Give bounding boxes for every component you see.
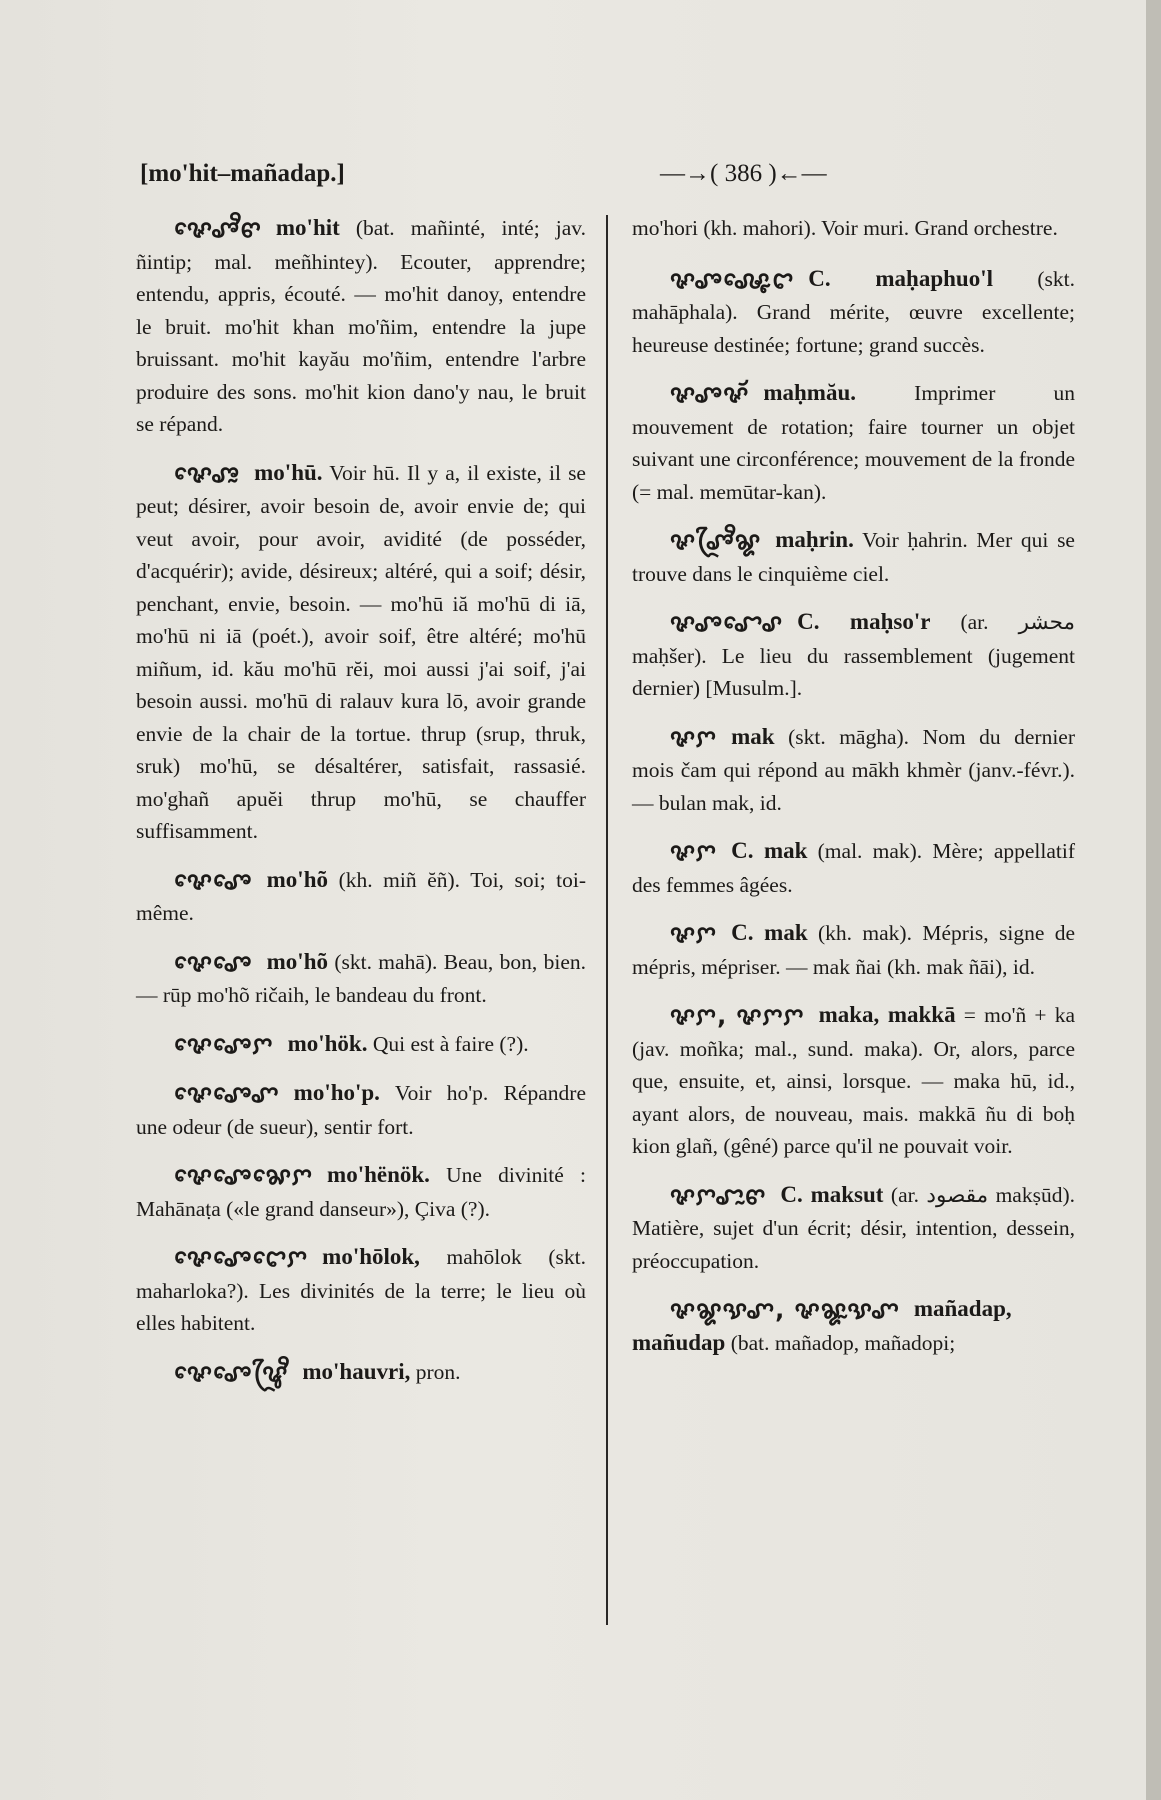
entry-headword: mo'hū.	[254, 459, 323, 485]
entry-manadap	[632, 1293, 1075, 1359]
entry-moho-1	[136, 864, 586, 930]
entry-definition: (skt. māgha). Nom du dernier mois čam qui répond au mākh khmèr (janv.-févr.). — bulan mak, id.	[632, 724, 1075, 815]
entry-definition: mo'hori (kh. mahori). Voir muri. Grand orchestre.	[632, 216, 1058, 240]
cham-script-glyphs: ꨟꨯꨨꨯꨗꨯꨆ	[174, 1162, 314, 1190]
entry-headword: mo'hit	[275, 215, 340, 240]
entry-headword: mo'hauvri,	[302, 1358, 411, 1384]
entry-definition: mahōlok (skt. maharloka?). Les divinités de la terre; le lieu où elles habitent.	[136, 1245, 586, 1335]
entry-headword: maka, makkā	[818, 1002, 956, 1027]
entry-definition: (ar. محشر maḥšer). Le lieu du rassemblement (jugement dernier) [Musulm.].	[632, 610, 1075, 700]
entry-headword: maḥrin.	[775, 527, 854, 552]
entry-definition: (mal. mak). Mère; appellatif des femmes âgées.	[632, 839, 1076, 897]
entry-definition: Imprimer un mouvement de rotation; faire tourner un objet suivant une circonférence; mouvement de la fronde (= mal. memūtar-kan).	[632, 381, 1075, 504]
cham-script-glyphs: ꨟꨯꨨꨪꨓ	[174, 215, 262, 243]
entry-headword: C. mak	[731, 920, 808, 945]
entry-mohauvri	[136, 1356, 586, 1390]
entry-mohori-continued	[632, 212, 1075, 245]
cham-script-glyphs: ꨟꨯꨨꨯꨚ	[174, 1080, 280, 1108]
cham-script-glyphs: ꨟꨯꨨꨭ	[174, 459, 241, 488]
entry-mohit	[136, 212, 586, 441]
entry-definition: (skt. mahā). Beau, bon, bien. — rūp mo'hõ ričaih, le bandeau du front.	[136, 949, 586, 1007]
column-divider	[606, 215, 608, 1625]
cham-script-glyphs: ꨟꨆ	[670, 920, 718, 948]
entry-maka	[632, 999, 1075, 1163]
entry-headword: C. mak	[731, 838, 808, 863]
entry-headword: mañadap, mañudap	[632, 1296, 1012, 1355]
entry-moholok	[136, 1241, 586, 1340]
cham-script-glyphs: ꨟꨯꨨꨯꨤꨯꨆ	[174, 1244, 309, 1272]
entry-mohop	[136, 1077, 586, 1143]
left-column	[136, 212, 586, 1405]
entry-definition: Voir ḥahrin. Mer qui se trouve dans le cinquième ciel.	[632, 528, 1075, 586]
entry-definition: (skt. mahāphala). Grand mérite, œuvre excellente; heureuse destinée; fortune; grand succès.	[632, 266, 1076, 357]
entry-mak-3	[632, 917, 1075, 983]
entry-mahmau	[632, 377, 1075, 508]
entry-headword: mo'hõ	[266, 866, 328, 892]
entry-mahrin	[632, 524, 1075, 590]
page-edge	[1146, 0, 1161, 1800]
cham-script-glyphs: ꨟꨆꨧꨭꨓ	[670, 1181, 767, 1210]
entry-mahsor	[632, 606, 1075, 705]
entry-headword: mo'hõ	[266, 948, 328, 974]
entry-definition: (kh. mak). Mépris, signe de mépris, mépriser. — mak ñai (kh. mak ñāi), id.	[632, 921, 1076, 979]
entry-definition: (bat. mañadop, mañadopi;	[730, 1330, 956, 1355]
cham-script-glyphs: ꨟꨯꨨꨯꨥꨴꨪ	[174, 1358, 289, 1387]
entry-definition: Une divinité : Mahānaṭa («le grand danseur»), Çiva (?).	[136, 1163, 586, 1221]
entry-definition: = mo'ñ + ka (jav. moñka; mal., sund. maka). Or, alors, parce que, ensuite, et, ainsi, lorsque. — maka hū, id., ayant alors, de nouveau, mais. makkā ñu di boḥ kion glañ, (gêné) parce qu'il ne pouvait voir.	[632, 1003, 1076, 1158]
entry-moho-2	[136, 946, 586, 1012]
cham-script-glyphs: ꨟꨯꨨꨯ	[174, 948, 253, 977]
entry-headword: C. maḥaphuo'l	[808, 265, 993, 291]
entry-definition: Qui est à faire (?).	[372, 1031, 529, 1056]
cham-script-glyphs: ꨟꨘꨕꨚ, ꨟꨘꨭꨕꨚ	[670, 1296, 900, 1324]
entry-definition: Voir hū. Il y a, il existe, il se peut; désirer, avoir besoin de, avoir envie de; qui veut avoir, pour avoir, avidité (de posséder, d'acquérir); avide, désireux; altéré, qui a soif; désir, penchant, envie, besoin. — mo'hū iă mo'hū di iā, mo'hū ni iā (poét.), avoir soif, être altéré; mo'hū miñum, id. kău mo'hū rĕi, moi aussi j'ai soif, j'ai besoin aussi. mo'hū di ralauv kura lō, avoir grande envie de la chair de la tortue. thrup (srup, thruk, sruk) mo'hū, se désaltérer, satisfait, rassasié. mo'ghañ apuĕi thrup mo'hū, se chauffer suffisamment.	[136, 460, 586, 843]
cham-script-glyphs: ꨟꨆ, ꨟꨆꨆ	[670, 1002, 805, 1030]
entry-headword: mo'ho'p.	[293, 1080, 380, 1105]
entry-definition: (ar. مقصود makṣūd). Matière, sujet d'un écrit; désir, intention, dessein, préoccupation.	[632, 1182, 1075, 1273]
running-head: [mo'hit–mañadap.]	[140, 160, 345, 187]
entry-maksut	[632, 1179, 1075, 1278]
entry-mak-2	[632, 835, 1075, 901]
entry-mohenok	[136, 1159, 586, 1225]
entry-mahaphuol	[632, 263, 1075, 362]
entry-headword: C. maksut	[780, 1181, 884, 1207]
page-header	[140, 160, 1090, 200]
entry-headword: mo'hök.	[287, 1030, 368, 1056]
entry-headword: maḥmău.	[763, 380, 857, 405]
entry-definition: pron.	[415, 1359, 461, 1384]
entry-headword: mak	[731, 723, 775, 749]
entry-mak-1	[632, 721, 1075, 820]
cham-script-glyphs: ꨟꨆ	[670, 723, 718, 752]
cham-script-glyphs: ꨟꨨꨟꨮ	[670, 380, 750, 408]
cham-script-glyphs: ꨟꨨꨧꨯꨣ	[670, 609, 784, 637]
page-number: —→( 386 )←—	[660, 160, 827, 187]
cham-script-glyphs: ꨟꨨꨜꨵꨯꨤ	[670, 265, 795, 294]
entry-definition: (bat. mañinté, inté; jav. ñintip; mal. meñhintey). Ecouter, apprendre; entendu, appris, écouté. — mo'hit danoy, entendre le bruit. mo'hit khan mo'ñim, entendre la jupe bruissant. mo'hit kayău mo'ñim, entendre l'arbre produire des sons. mo'hit kion dano'y nau, le bruit se répand.	[136, 216, 587, 436]
entry-headword: mo'hënök.	[327, 1162, 430, 1187]
cham-script-glyphs: ꨟꨆ	[670, 838, 718, 866]
entry-headword: mo'hōlok,	[322, 1244, 420, 1269]
right-column	[632, 212, 1075, 1375]
cham-script-glyphs: ꨟꨨꨴꨪꨘ	[670, 527, 762, 555]
entry-headword: C. maḥso'r	[797, 609, 931, 634]
cham-script-glyphs: ꨟꨯꨨꨯ	[174, 866, 253, 895]
entry-mohok	[136, 1028, 586, 1062]
entry-mohu	[136, 457, 586, 848]
entry-definition: Voir ho'p. Répandre une odeur (de sueur), sentir fort.	[136, 1081, 586, 1139]
entry-definition: (kh. miñ ĕñ). Toi, soi; toi-même.	[136, 867, 586, 925]
cham-script-glyphs: ꨟꨯꨨꨯꨆ	[174, 1030, 274, 1059]
